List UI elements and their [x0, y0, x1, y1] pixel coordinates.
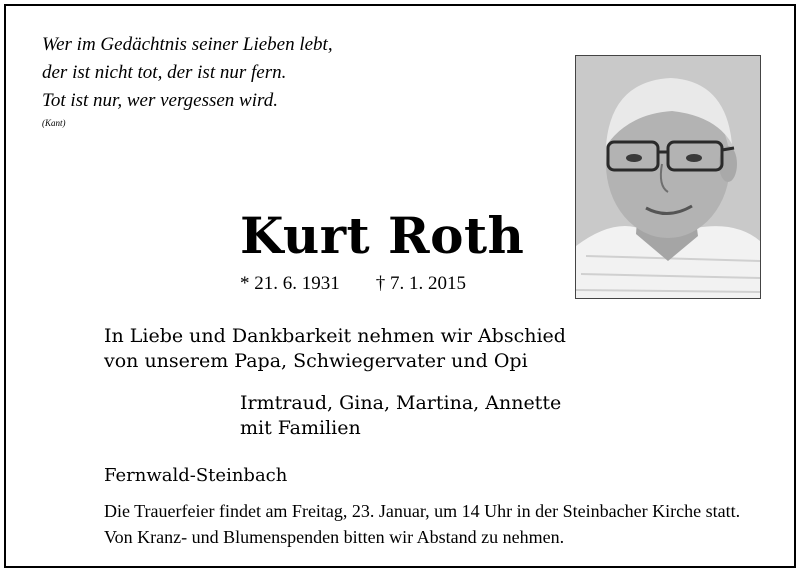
- quote-line: Tot ist nur, wer vergessen wird.: [42, 90, 278, 111]
- quote-author: (Kant): [42, 118, 66, 128]
- funeral-notice: [104, 498, 740, 550]
- farewell-line: von unserem Papa, Schwiegervater und Opi: [104, 350, 528, 372]
- quote-line: der ist nicht tot, der ist nur fern.: [42, 62, 287, 83]
- portrait-photo: [575, 55, 761, 299]
- farewell-text: [104, 324, 566, 374]
- deceased-name: Kurt Roth: [240, 206, 525, 265]
- notice-line: Von Kranz- und Blumenspenden bitten wir Abstand zu nehmen.: [104, 527, 565, 547]
- death-date: † 7. 1. 2015: [375, 273, 466, 294]
- mourners: [240, 391, 561, 441]
- quote-line: Wer im Gedächtnis seiner Lieben lebt,: [42, 34, 333, 55]
- memorial-quote: [42, 31, 333, 129]
- life-dates: [240, 273, 466, 295]
- location: Fernwald-Steinbach: [104, 465, 288, 486]
- mourners-line: mit Familien: [240, 417, 361, 439]
- farewell-line: In Liebe und Dankbarkeit nehmen wir Abschied: [104, 325, 566, 347]
- birth-date: * 21. 6. 1931: [240, 273, 340, 294]
- mourners-line: Irmtraud, Gina, Martina, Annette: [240, 392, 562, 414]
- notice-line: Die Trauerfeier findet am Freitag, 23. Januar, um 14 Uhr in der Steinbacher Kirche statt.: [104, 501, 741, 521]
- portrait-image: [576, 56, 760, 298]
